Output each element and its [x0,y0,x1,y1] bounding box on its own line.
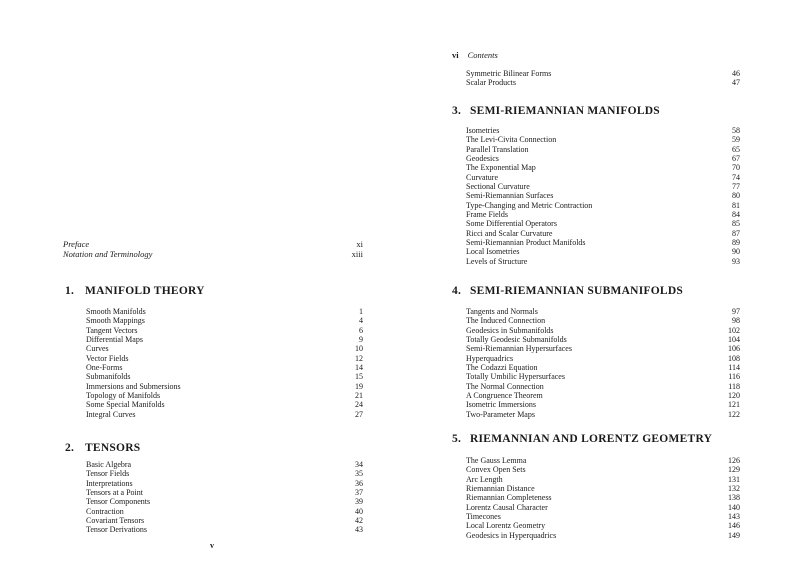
toc-item-title: Local Isometries [466,247,520,257]
toc-row [466,145,740,154]
toc-item-page: 93 [732,256,740,266]
toc-item-title: Topology of Manifolds [86,391,161,401]
toc-row [466,201,740,210]
toc-row [86,488,363,497]
toc-item-page: 126 [728,456,740,465]
toc-item-title: Geodesics in Submanifolds [466,325,554,335]
running-head-title: Contents [467,50,498,60]
toc-row [466,316,740,325]
toc-item-title: Tangent Vectors [86,325,138,335]
toc-item-page: 116 [728,372,740,382]
toc-item-title: Some Differential Operators [466,219,557,229]
toc-item-title: Riemannian Distance [466,484,535,494]
toc-item-page: 34 [355,460,363,469]
toc-item-page: 19 [355,381,363,391]
toc-item-page: 37 [355,488,363,498]
toc-item-title: Interpretations [86,478,133,488]
toc-item-title: Preface [63,239,90,249]
toc-item-title: Scalar Products [466,78,516,88]
toc-row [86,344,363,353]
toc-row [466,484,740,493]
toc-row [466,238,740,247]
toc-item-page: 89 [732,238,740,248]
toc-item-title: Immersions and Submersions [86,381,181,391]
toc-row [86,479,363,488]
toc-item-title: One-Forms [86,363,123,373]
toc-item-title: Geodesics in Hyperquadrics [466,530,557,540]
toc-item-page: 120 [728,391,740,401]
toc-item-title: Semi-Riemannian Surfaces [466,191,554,201]
toc-item-title: The Normal Connection [466,381,544,391]
toc-row [466,344,740,353]
toc-row [86,516,363,525]
toc-item-page: 6 [359,325,363,335]
toc-row [86,307,363,316]
section-heading-5 [452,434,740,445]
section-heading-2 [63,443,363,454]
toc-item-title: Smooth Manifolds [86,307,146,316]
toc-item-page: 21 [355,391,363,401]
toc-row [466,503,740,512]
toc-row [86,469,363,478]
toc-item-page: 146 [728,521,740,531]
section-number: 5. [452,433,462,445]
toc-row [466,512,740,521]
toc-row [466,307,740,316]
toc-row [86,335,363,344]
toc-item-page: 104 [728,335,740,345]
toc-row [86,372,363,381]
toc-item-page: 27 [355,409,363,419]
toc-row [86,525,363,534]
toc-item-title: Contraction [86,506,124,516]
toc-item-page: 121 [728,400,740,410]
toc-item-title: Tangents and Normals [466,307,538,316]
section-title: RIEMANNIAN AND LORENTZ GEOMETRY [470,433,713,445]
toc-item-page: 97 [732,307,740,316]
toc-item-list [452,456,740,540]
toc-item-page: 106 [728,344,740,354]
front-matter-list [63,240,363,259]
toc-row [466,69,740,78]
toc-item-title: Differential Maps [86,335,143,345]
toc-item-page: 12 [355,353,363,363]
toc-item-title: Submanifolds [86,372,131,382]
toc-row [466,219,740,228]
toc-item-title: Two-Parameter Maps [466,409,535,419]
toc-item-page: 14 [355,363,363,373]
toc-item-title: Levels of Structure [466,256,528,266]
toc-row [466,354,740,363]
section-number: 1. [65,285,75,297]
toc-item-page: 108 [728,353,740,363]
toc-item-page: 85 [732,219,740,229]
toc-item-title: Tensor Derivations [86,525,147,535]
toc-item-title: Curvature [466,172,498,182]
running-head [452,50,740,60]
toc-row [466,493,740,502]
toc-row [466,154,740,163]
toc-item-page: xiii [351,248,363,259]
toc-item-title: Ricci and Scalar Curvature [466,228,553,238]
toc-row [466,257,740,266]
toc-item-page: 122 [728,409,740,419]
section-title: SEMI-RIEMANNIAN SUBMANIFOLDS [470,285,684,297]
toc-item-title: The Levi-Civita Connection [466,135,557,145]
section-heading-1 [63,286,363,297]
toc-row [466,326,740,335]
toc-row [466,465,740,474]
toc-item-page: 98 [732,316,740,326]
toc-item-title: Riemannian Completeness [466,493,552,503]
toc-item-title: Semi-Riemannian Hypersurfaces [466,344,572,354]
toc-row [86,400,363,409]
toc-row [466,372,740,381]
toc-item-page: 15 [355,372,363,382]
toc-item-page: 36 [355,478,363,488]
toc-item-list [452,307,740,419]
toc-item-page: 84 [732,210,740,220]
toc-row [466,382,740,391]
toc-row [86,497,363,506]
toc-item-page: 70 [732,163,740,173]
toc-row [86,460,363,469]
toc-row [86,363,363,372]
toc-row [86,354,363,363]
toc-row [86,326,363,335]
toc-item-page: 47 [732,78,740,88]
toc-row [86,410,363,419]
section-number: 2. [65,442,75,454]
toc-item-page: 102 [728,325,740,335]
toc-item-title: Smooth Mappings [86,316,145,326]
toc-row [466,363,740,372]
toc-item-list [63,240,363,259]
toc-item-page: 132 [728,484,740,494]
toc-item-title: Covariant Tensors [86,516,145,526]
toc-row [466,163,740,172]
toc-item-title: Basic Algebra [86,460,132,469]
toc-item-page: 138 [728,493,740,503]
toc-item-page: 129 [728,465,740,475]
toc-item-page: 143 [728,512,740,522]
toc-item-page: 42 [355,516,363,526]
section-number: 3. [452,105,462,117]
toc-row [466,191,740,200]
toc-row [86,391,363,400]
toc-item-title: Convex Open Sets [466,465,526,475]
toc-item-page: 67 [732,154,740,164]
toc-item-page: 10 [355,344,363,354]
toc-item-page: 118 [728,381,740,391]
toc-item-title: Lorentz Causal Character [466,502,548,512]
toc-item-title: Geodesics [466,154,499,164]
toc-row [466,229,740,238]
toc-item-list [63,460,363,535]
toc-item-title: Curves [86,344,109,354]
toc-item-page: 65 [732,144,740,154]
toc-item-page: 149 [728,530,740,540]
toc-item-title: Type-Changing and Metric Contraction [466,200,593,210]
toc-item-page: 77 [732,182,740,192]
section-title: SEMI-RIEMANNIAN MANIFOLDS [470,105,660,117]
toc-item-page: 131 [728,474,740,484]
toc-row [466,400,740,409]
toc-item-page: 43 [355,525,363,535]
toc-item-page: 40 [355,506,363,516]
toc-item-page: 58 [732,126,740,135]
toc-row [466,182,740,191]
toc-row [466,126,740,135]
toc-item-page: 140 [728,502,740,512]
toc-item-title: Some Special Manifolds [86,400,165,410]
toc-item-title: The Codazzi Equation [466,363,538,373]
toc-item-title: Arc Length [466,474,503,484]
toc-row [466,391,740,400]
toc-row [466,135,740,144]
toc-item-title: Isometric Immersions [466,400,536,410]
toc-row [86,507,363,516]
toc-item-list [452,126,740,266]
toc-item-list [63,307,363,419]
toc-row [466,475,740,484]
toc-item-page: 114 [728,363,740,373]
toc-item-title: Timecones [466,512,501,522]
toc-item-title: Notation and Terminology [63,248,153,259]
toc-item-page: 80 [732,191,740,201]
toc-item-title: Isometries [466,126,500,135]
toc-row [466,78,740,87]
toc-row [466,410,740,419]
toc-item-title: The Induced Connection [466,316,546,326]
toc-row [466,531,740,540]
toc-row [63,250,363,260]
toc-row [466,210,740,219]
toc-item-page: 39 [355,497,363,507]
toc-item-page: xi [356,239,363,249]
toc-item-title: Hyperquadrics [466,353,514,363]
toc-row [466,335,740,344]
toc-row [86,316,363,325]
toc-item-title: The Exponential Map [466,163,536,173]
toc-item-title: Semi-Riemannian Product Manifolds [466,238,586,248]
toc-row [466,247,740,256]
toc-item-title: The Gauss Lemma [466,456,527,465]
toc-item-page: 4 [359,316,363,326]
toc-item-page: 9 [359,335,363,345]
toc-item-page: 1 [359,307,363,316]
toc-item-title: Frame Fields [466,210,508,220]
toc-item-title: A Congruence Theorem [466,391,543,401]
toc-item-title: Symmetric Bilinear Forms [466,69,552,78]
toc-item-title: Totally Umbilic Hypersurfaces [466,372,565,382]
running-head-folio: vi [452,50,459,60]
section-number: 4. [452,285,462,297]
toc-item-title: Integral Curves [86,409,136,419]
toc-item-title: Totally Geodesic Submanifolds [466,335,567,345]
toc-item-page: 24 [355,400,363,410]
left-page [63,0,363,586]
toc-item-page: 35 [355,469,363,479]
toc-item-title: Parallel Translation [466,144,529,154]
section-title: MANIFOLD THEORY [85,285,205,297]
toc-item-page: 74 [732,172,740,182]
toc-item-title: Tensors at a Point [86,488,143,498]
toc-item-title: Tensor Components [86,497,151,507]
toc-item-page: 90 [732,247,740,257]
section-heading-3 [452,106,740,117]
toc-item-page: 87 [732,228,740,238]
toc-row [86,382,363,391]
toc-item-title: Sectional Curvature [466,182,530,192]
toc-item-title: Local Lorentz Geometry [466,521,546,531]
left-page-folio: v [210,541,214,550]
toc-item-page: 81 [732,200,740,210]
toc-item-title: Tensor Fields [86,469,130,479]
toc-row [466,456,740,465]
section-title: TENSORS [85,442,141,454]
toc-item-page: 59 [732,135,740,145]
toc-row [466,521,740,530]
toc-item-title: Vector Fields [86,353,129,363]
toc-item-list [452,69,740,88]
toc-row [466,173,740,182]
section-heading-4 [452,286,740,297]
toc-item-page: 46 [732,69,740,78]
right-page [452,0,740,586]
